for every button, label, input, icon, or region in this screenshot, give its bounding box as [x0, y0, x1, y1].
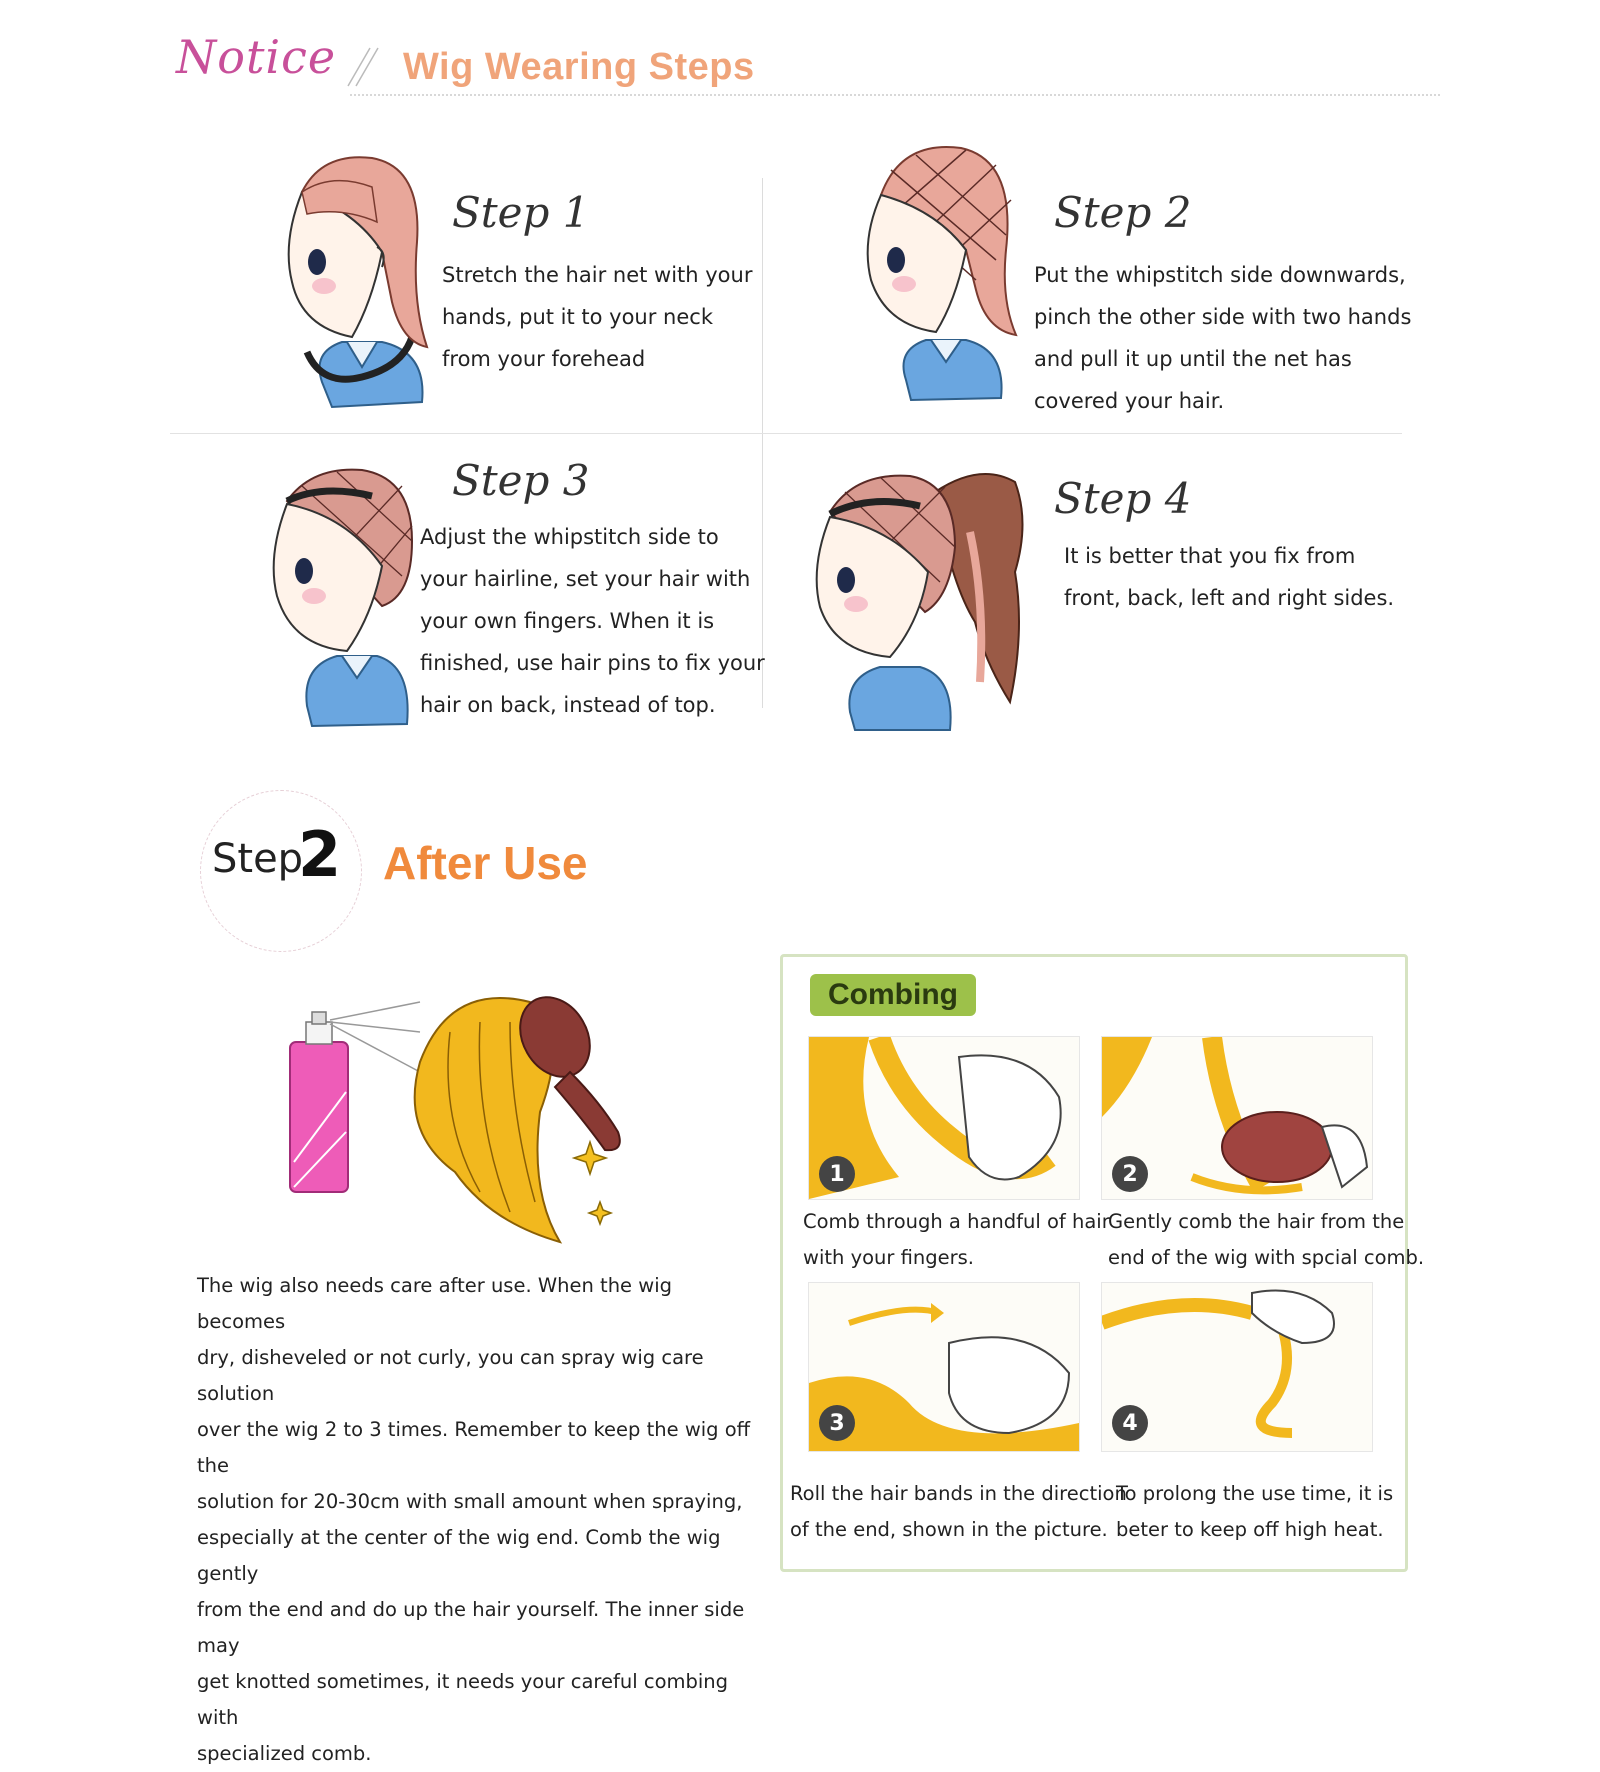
grid-horizontal-divider [170, 433, 1402, 434]
care-line: The wig also needs care after use. When the wig becomes [197, 1274, 672, 1333]
step-2-illustration [846, 140, 1026, 402]
comb-step-1-line: Comb through a handful of hair [803, 1210, 1110, 1233]
header-divider [350, 94, 1440, 96]
comb-step-2-line: Gently comb the hair from the [1108, 1210, 1405, 1233]
step-1-title: Step 1 [452, 188, 590, 237]
comb-step-4-text [1116, 1476, 1393, 1548]
step-4-title: Step 4 [1054, 474, 1192, 523]
step-3-line: Adjust the whipstitch side to [420, 525, 719, 549]
step-3-line: finished, use hair pins to fix your [420, 651, 765, 675]
comb-step-3-image [808, 1282, 1080, 1452]
care-line: from the end and do up the hair yourself. The inner side may [197, 1598, 745, 1657]
step-1-line: Stretch the hair net with your [442, 263, 753, 287]
step-1-line: hands, put it to your neck [442, 305, 713, 329]
step-3-line: hair on back, instead of top. [420, 693, 716, 717]
comb-step-2-number: 2 [1122, 1162, 1138, 1187]
comb-step-1-image [808, 1036, 1080, 1200]
step-4-illustration [810, 462, 1055, 732]
step-3-illustration [262, 466, 422, 728]
care-line: get knotted sometimes, it needs your careful combing with [197, 1670, 729, 1729]
comb-step-2-line: end of the wig with spcial comb. [1108, 1246, 1425, 1269]
step-3-line: your hairline, set your hair with [420, 567, 751, 591]
step-2-line: and pull it up until the net has [1034, 347, 1352, 371]
step-2-line: covered your hair. [1034, 389, 1225, 413]
care-line: dry, disheveled or not curly, you can spray wig care solution [197, 1346, 704, 1405]
step-2-text [1034, 254, 1411, 422]
comb-step-1-text [803, 1204, 1110, 1276]
comb-step-2-image [1101, 1036, 1373, 1200]
spray-wig-brush-illustration [280, 992, 650, 1260]
step-4-line: front, back, left and right sides. [1064, 586, 1395, 610]
after-use-step-number: 2 [298, 818, 342, 891]
spray-bottle-icon [290, 1012, 348, 1192]
sparkle-icon [574, 1142, 611, 1224]
after-use-step-word: Step [212, 836, 304, 882]
after-use-care-text [197, 1268, 757, 1772]
page-title: Wig Wearing Steps [403, 46, 755, 88]
step-2-line: Put the whipstitch side downwards, [1034, 263, 1406, 287]
notice-script-title: Notice [176, 30, 337, 84]
care-line: over the wig 2 to 3 times. Remember to keep the wig off the [197, 1418, 751, 1477]
step-4-line: It is better that you fix from [1064, 544, 1356, 568]
comb-step-4-line: beter to keep off high heat. [1116, 1518, 1384, 1541]
step-3-title: Step 3 [452, 456, 590, 505]
step-4-text [1064, 535, 1394, 619]
step-1-illustration [262, 152, 437, 412]
comb-step-3-text [790, 1476, 1127, 1548]
step-1-line: from your forehead [442, 347, 646, 371]
care-line: solution for 20-30cm with small amount when spraying, [197, 1490, 743, 1513]
combing-label: Combing [810, 974, 976, 1016]
step-2-line: pinch the other side with two hands [1034, 305, 1412, 329]
slash-decoration [340, 44, 384, 88]
comb-step-1-line: with your fingers. [803, 1246, 975, 1269]
after-use-title: After Use [383, 837, 588, 889]
comb-step-3-number: 3 [829, 1411, 845, 1436]
step-1-text [442, 254, 752, 380]
comb-step-2-text [1108, 1204, 1424, 1276]
care-line: specialized comb. [197, 1742, 372, 1765]
care-line: especially at the center of the wig end. Comb the wig gently [197, 1526, 721, 1585]
comb-step-1-number: 1 [829, 1162, 845, 1187]
comb-step-4-image [1101, 1282, 1373, 1452]
step-2-title: Step 2 [1054, 188, 1192, 237]
comb-step-3-line: Roll the hair bands in the direction [790, 1482, 1127, 1505]
step-3-line: your own fingers. When it is [420, 609, 715, 633]
comb-step-4-number: 4 [1122, 1411, 1138, 1436]
step-3-text [420, 516, 765, 726]
comb-step-4-line: To prolong the use time, it is [1116, 1482, 1394, 1505]
comb-step-3-line: of the end, shown in the picture. [790, 1518, 1108, 1541]
